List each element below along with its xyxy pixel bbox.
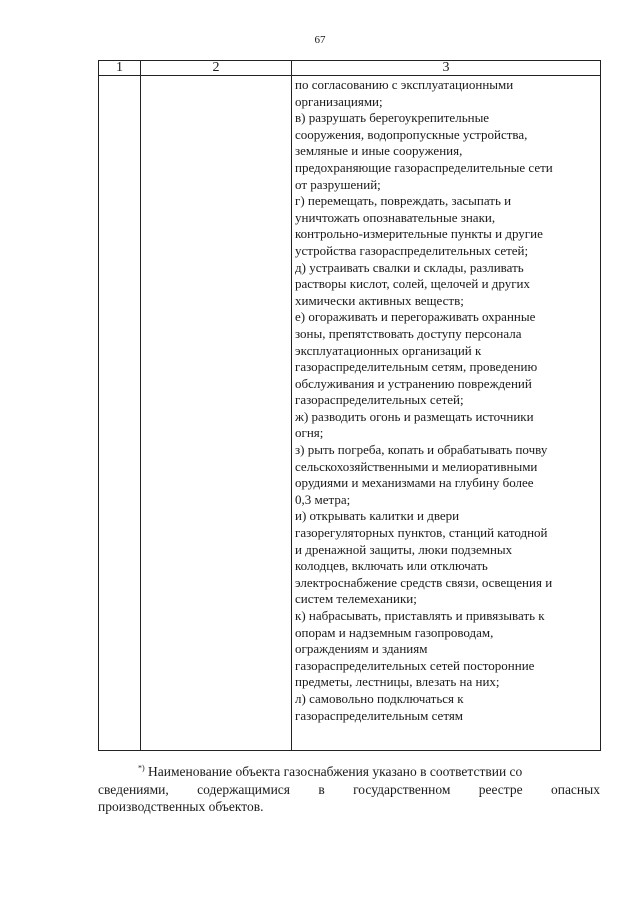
column3-line: обслуживания и устранению повреждений — [295, 375, 532, 391]
column3-line: в) разрушать берегоукрепительные — [295, 110, 490, 126]
column3-line: систем телемеханики; — [295, 591, 417, 607]
column3-line: 0,3 метра; — [295, 491, 351, 507]
column3-line: опорам и надземным газопроводам, — [295, 624, 494, 640]
column3-line: газораспределительным сетям, проведению — [295, 359, 538, 375]
column3-line: предохраняющие газораспределительные сети — [295, 159, 553, 175]
column3-line: е) огораживать и перегораживать охранные — [295, 309, 536, 325]
footnote-word: сведениями, — [98, 781, 169, 797]
column3-line: устройства газораспределительных сетей; — [295, 242, 529, 258]
column3-line: колодцев, включать или отключать — [295, 558, 488, 574]
table-body-row — [99, 76, 601, 751]
column3-line: к) набрасывать, приставлять и привязывать к — [295, 608, 545, 623]
column3-line: огня; — [295, 425, 324, 441]
footnote-line-3: производственных объектов. — [98, 799, 264, 814]
footnote-line-2 — [98, 781, 600, 799]
column3-line: г) перемещать, повреждать, засыпать и — [295, 193, 512, 209]
footnote-word: опасных — [550, 781, 600, 797]
column3-line: газораспределительных сетей; — [295, 392, 464, 408]
column3-line: ограждениям и зданиям — [295, 641, 428, 657]
column3-line: химически активных веществ; — [295, 292, 464, 308]
column3-line: з) рыть погреба, копать и обрабатывать почву — [295, 442, 548, 458]
body-cell-2 — [141, 76, 292, 751]
header-cell-2: 2 — [141, 61, 292, 76]
footnote — [98, 763, 600, 816]
footnote-text-1: Наименование объекта газоснабжения указано в соответствии со — [148, 764, 523, 779]
column3-line: газораспределительным сетям — [295, 707, 464, 723]
footnote-word: в — [318, 781, 325, 797]
column3-line: уничтожать опознавательные знаки, — [295, 209, 496, 225]
column3-line: газорегуляторных пунктов, станций катодной — [295, 525, 548, 541]
footnote-word: содержащимися — [197, 781, 290, 797]
column3-text — [292, 76, 600, 724]
column3-line: сооружения, водопропускные устройства, — [295, 126, 528, 142]
column3-line: по согласованию с эксплуатационными — [295, 77, 514, 92]
column3-line: организациями; — [295, 93, 383, 109]
column3-line: предметы, лестницы, влезать на них; — [295, 674, 500, 690]
column3-line: зоны, препятствовать доступу персонала — [295, 325, 522, 341]
footnote-line-1 — [98, 763, 600, 781]
column3-line: д) устраивать свалки и склады, разливать — [295, 259, 524, 275]
column3-line: растворы кислот, солей, щелочей и других — [295, 276, 531, 292]
table-header-row — [99, 61, 601, 76]
column3-line: эксплуатационных организаций к — [295, 342, 482, 358]
footnote-word: реестре — [478, 781, 523, 797]
body-cell-1 — [99, 76, 141, 751]
column3-line: сельскохозяйственными и мелиоративными — [295, 458, 538, 474]
column3-line: орудиями и механизмами на глубину более — [295, 475, 534, 491]
page-number: 67 — [314, 34, 326, 46]
document-table — [98, 60, 601, 751]
column3-line: контрольно-измерительные пункты и другие — [295, 226, 543, 242]
column3-line: ж) разводить огонь и размещать источники — [295, 408, 534, 424]
footnote-word: государственном — [353, 781, 451, 797]
column3-line: л) самовольно подключаться к — [295, 690, 464, 706]
footnote-marker: *) — [138, 763, 145, 773]
column3-line: электроснабжение средств связи, освещения и — [295, 574, 553, 590]
column3-line: и) открывать калитки и двери — [295, 508, 460, 524]
column3-line: от разрушений; — [295, 176, 381, 192]
column3-line: земляные и иные сооружения, — [295, 143, 463, 159]
header-cell-3: 3 — [292, 61, 601, 76]
column3-line: и дренажной защиты, люки подземных — [295, 541, 513, 557]
column3-line: газораспределительных сетей посторонние — [295, 657, 535, 673]
body-cell-3 — [292, 76, 601, 751]
header-cell-1: 1 — [99, 61, 141, 76]
